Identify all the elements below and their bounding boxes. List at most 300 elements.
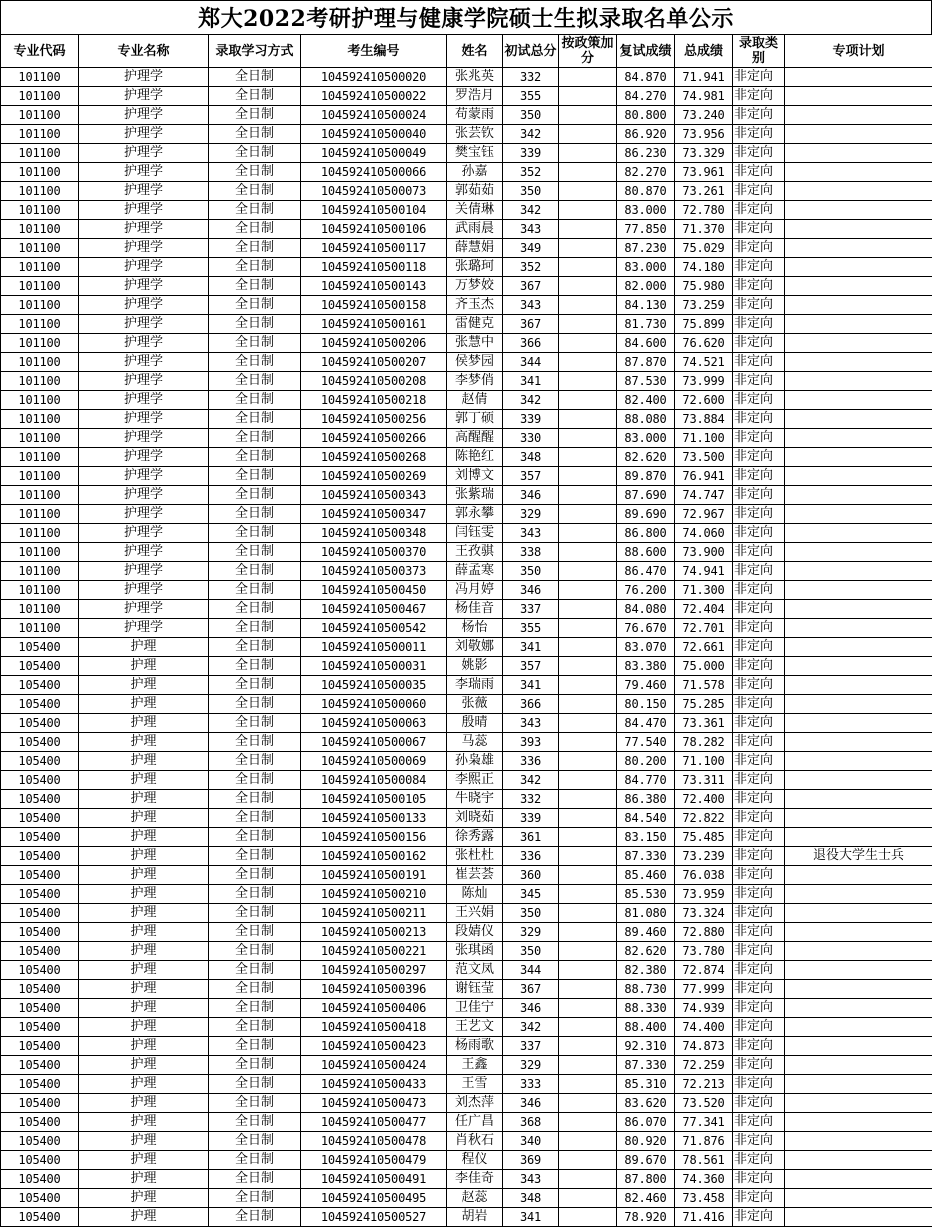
cell-student-name: 杨怡 [447,619,503,638]
cell-candidate-id: 104592410500011 [301,638,447,657]
cell-major-code: 101100 [1,220,79,239]
cell-special-plan [785,315,932,334]
cell-candidate-id: 104592410500213 [301,923,447,942]
cell-student-name: 张兆英 [447,68,503,87]
table-row [1,676,932,695]
cell-retest-score: 80.870 [617,182,675,201]
cell-candidate-id: 104592410500266 [301,429,447,448]
cell-total-score: 73.884 [675,410,733,429]
cell-special-plan [785,980,932,999]
cell-major-code: 101100 [1,448,79,467]
cell-total-score: 73.261 [675,182,733,201]
cell-total-score: 71.578 [675,676,733,695]
cell-student-name: 刘博文 [447,467,503,486]
cell-major-code: 105400 [1,1075,79,1094]
cell-special-plan [785,638,932,657]
cell-admission-type: 非定向 [733,1151,785,1170]
cell-major-name: 护理 [79,790,209,809]
cell-retest-score: 84.470 [617,714,675,733]
cell-candidate-id: 104592410500479 [301,1151,447,1170]
cell-major-name: 护理 [79,1208,209,1227]
cell-admission-type: 非定向 [733,866,785,885]
cell-student-name: 杨雨歌 [447,1037,503,1056]
cell-candidate-id: 104592410500406 [301,999,447,1018]
cell-special-plan [785,353,932,372]
cell-total-score: 74.941 [675,562,733,581]
cell-policy-bonus [559,866,617,885]
cell-candidate-id: 104592410500495 [301,1189,447,1208]
cell-total-score: 73.361 [675,714,733,733]
cell-student-name: 薛孟寒 [447,562,503,581]
cell-policy-bonus [559,201,617,220]
cell-major-name: 护理 [79,638,209,657]
cell-admission-type: 非定向 [733,638,785,657]
cell-admission-type: 非定向 [733,809,785,828]
cell-special-plan [785,220,932,239]
cell-candidate-id: 104592410500162 [301,847,447,866]
cell-retest-score: 82.270 [617,163,675,182]
cell-major-name: 护理学 [79,524,209,543]
cell-total-score: 78.561 [675,1151,733,1170]
cell-major-code: 105400 [1,733,79,752]
cell-candidate-id: 104592410500268 [301,448,447,467]
cell-study-mode: 全日制 [209,790,301,809]
cell-candidate-id: 104592410500020 [301,68,447,87]
cell-major-code: 105400 [1,999,79,1018]
cell-initial-score: 343 [503,220,559,239]
cell-admission-type: 非定向 [733,771,785,790]
cell-policy-bonus [559,125,617,144]
cell-major-name: 护理 [79,923,209,942]
cell-policy-bonus [559,334,617,353]
cell-policy-bonus [559,68,617,87]
cell-total-score: 74.360 [675,1170,733,1189]
cell-policy-bonus [559,828,617,847]
cell-total-score: 73.500 [675,448,733,467]
header-cell-special-plan: 专项计划 [785,35,932,68]
cell-major-code: 105400 [1,638,79,657]
cell-retest-score: 85.530 [617,885,675,904]
cell-total-score: 71.100 [675,429,733,448]
cell-study-mode: 全日制 [209,68,301,87]
cell-major-code: 105400 [1,695,79,714]
cell-policy-bonus [559,87,617,106]
cell-retest-score: 86.070 [617,1113,675,1132]
cell-major-name: 护理学 [79,315,209,334]
cell-admission-type: 非定向 [733,1056,785,1075]
cell-candidate-id: 104592410500063 [301,714,447,733]
cell-total-score: 74.180 [675,258,733,277]
table-row [1,790,932,809]
cell-study-mode: 全日制 [209,828,301,847]
table-row [1,258,932,277]
cell-admission-type: 非定向 [733,980,785,999]
cell-major-code: 105400 [1,980,79,999]
cell-initial-score: 346 [503,581,559,600]
cell-student-name: 王孜骐 [447,543,503,562]
cell-special-plan: 退役大学生士兵 [785,847,932,866]
cell-initial-score: 329 [503,923,559,942]
table-row [1,752,932,771]
cell-major-name: 护理 [79,714,209,733]
cell-initial-score: 367 [503,980,559,999]
cell-admission-type: 非定向 [733,1037,785,1056]
cell-major-name: 护理 [79,1018,209,1037]
cell-retest-score: 87.230 [617,239,675,258]
table-row [1,277,932,296]
table-row [1,524,932,543]
cell-retest-score: 77.540 [617,733,675,752]
cell-initial-score: 367 [503,315,559,334]
cell-special-plan [785,619,932,638]
cell-student-name: 范文凤 [447,961,503,980]
table-row [1,68,932,87]
cell-major-name: 护理学 [79,87,209,106]
cell-study-mode: 全日制 [209,866,301,885]
cell-major-name: 护理 [79,657,209,676]
header-cell-name: 姓名 [447,35,503,68]
cell-total-score: 76.620 [675,334,733,353]
cell-major-code: 105400 [1,1208,79,1227]
cell-policy-bonus [559,600,617,619]
cell-special-plan [785,733,932,752]
cell-major-name: 护理学 [79,505,209,524]
cell-student-name: 侯梦园 [447,353,503,372]
cell-retest-score: 89.870 [617,467,675,486]
cell-retest-score: 86.920 [617,125,675,144]
cell-total-score: 75.899 [675,315,733,334]
cell-admission-type: 非定向 [733,353,785,372]
cell-candidate-id: 104592410500477 [301,1113,447,1132]
cell-policy-bonus [559,391,617,410]
table-row [1,657,932,676]
cell-retest-score: 86.380 [617,790,675,809]
cell-student-name: 李梦俏 [447,372,503,391]
cell-initial-score: 350 [503,942,559,961]
cell-initial-score: 355 [503,619,559,638]
cell-special-plan [785,942,932,961]
cell-special-plan [785,904,932,923]
cell-admission-type: 非定向 [733,1189,785,1208]
cell-major-name: 护理学 [79,144,209,163]
cell-candidate-id: 104592410500343 [301,486,447,505]
table-row [1,1132,932,1151]
table-row [1,144,932,163]
cell-policy-bonus [559,106,617,125]
cell-study-mode: 全日制 [209,1037,301,1056]
cell-initial-score: 348 [503,448,559,467]
cell-student-name: 孙嘉 [447,163,503,182]
cell-major-name: 护理学 [79,334,209,353]
cell-initial-score: 337 [503,1037,559,1056]
cell-major-name: 护理学 [79,353,209,372]
cell-major-code: 105400 [1,866,79,885]
cell-student-name: 胡岩 [447,1208,503,1227]
cell-admission-type: 非定向 [733,486,785,505]
cell-study-mode: 全日制 [209,258,301,277]
cell-initial-score: 336 [503,752,559,771]
cell-candidate-id: 104592410500104 [301,201,447,220]
cell-retest-score: 83.000 [617,429,675,448]
cell-retest-score: 77.850 [617,220,675,239]
cell-study-mode: 全日制 [209,1056,301,1075]
cell-major-code: 105400 [1,942,79,961]
cell-candidate-id: 104592410500373 [301,562,447,581]
cell-total-score: 72.880 [675,923,733,942]
cell-major-name: 护理 [79,1132,209,1151]
cell-retest-score: 76.670 [617,619,675,638]
cell-major-code: 105400 [1,790,79,809]
cell-candidate-id: 104592410500424 [301,1056,447,1075]
cell-major-code: 105400 [1,1113,79,1132]
cell-initial-score: 348 [503,1189,559,1208]
cell-admission-type: 非定向 [733,1113,785,1132]
cell-policy-bonus [559,315,617,334]
cell-study-mode: 全日制 [209,1113,301,1132]
cell-student-name: 肖秋石 [447,1132,503,1151]
cell-retest-score: 87.330 [617,847,675,866]
cell-special-plan [785,258,932,277]
cell-major-name: 护理学 [79,543,209,562]
cell-study-mode: 全日制 [209,429,301,448]
cell-total-score: 76.941 [675,467,733,486]
table-row [1,771,932,790]
cell-total-score: 72.967 [675,505,733,524]
cell-initial-score: 346 [503,1094,559,1113]
cell-retest-score: 84.770 [617,771,675,790]
table-row [1,1037,932,1056]
cell-major-code: 101100 [1,467,79,486]
cell-policy-bonus [559,524,617,543]
table-row [1,885,932,904]
cell-special-plan [785,828,932,847]
cell-study-mode: 全日制 [209,733,301,752]
cell-total-score: 75.029 [675,239,733,258]
cell-student-name: 谢钰莹 [447,980,503,999]
cell-special-plan [785,1018,932,1037]
cell-policy-bonus [559,1189,617,1208]
cell-admission-type: 非定向 [733,201,785,220]
cell-special-plan [785,163,932,182]
cell-retest-score: 89.690 [617,505,675,524]
cell-student-name: 卫佳宁 [447,999,503,1018]
cell-policy-bonus [559,676,617,695]
cell-special-plan [785,391,932,410]
cell-student-name: 关倩琳 [447,201,503,220]
cell-retest-score: 84.600 [617,334,675,353]
cell-total-score: 75.980 [675,277,733,296]
cell-student-name: 张杜杜 [447,847,503,866]
cell-policy-bonus [559,277,617,296]
cell-study-mode: 全日制 [209,999,301,1018]
cell-major-name: 护理 [79,676,209,695]
cell-retest-score: 87.800 [617,1170,675,1189]
table-row [1,828,932,847]
cell-initial-score: 344 [503,353,559,372]
table-row [1,353,932,372]
cell-admission-type: 非定向 [733,752,785,771]
cell-candidate-id: 104592410500297 [301,961,447,980]
cell-student-name: 罗浩月 [447,87,503,106]
cell-initial-score: 345 [503,885,559,904]
cell-total-score: 74.939 [675,999,733,1018]
cell-special-plan [785,68,932,87]
cell-student-name: 李熙正 [447,771,503,790]
table-row [1,581,932,600]
cell-admission-type: 非定向 [733,1208,785,1227]
cell-initial-score: 340 [503,1132,559,1151]
cell-major-name: 护理 [79,885,209,904]
cell-policy-bonus [559,1170,617,1189]
cell-student-name: 张薇 [447,695,503,714]
cell-student-name: 张芸钦 [447,125,503,144]
cell-admission-type: 非定向 [733,182,785,201]
cell-special-plan [785,562,932,581]
cell-student-name: 郭丁硕 [447,410,503,429]
cell-initial-score: 393 [503,733,559,752]
cell-major-code: 101100 [1,581,79,600]
cell-special-plan [785,1132,932,1151]
table-row [1,999,932,1018]
cell-special-plan [785,771,932,790]
cell-initial-score: 346 [503,486,559,505]
header-cell-major-code: 专业代码 [1,35,79,68]
cell-retest-score: 80.200 [617,752,675,771]
cell-retest-score: 82.400 [617,391,675,410]
cell-policy-bonus [559,372,617,391]
cell-policy-bonus [559,296,617,315]
cell-special-plan [785,866,932,885]
cell-admission-type: 非定向 [733,239,785,258]
cell-major-code: 101100 [1,182,79,201]
cell-policy-bonus [559,638,617,657]
cell-initial-score: 342 [503,391,559,410]
cell-candidate-id: 104592410500221 [301,942,447,961]
cell-candidate-id: 104592410500473 [301,1094,447,1113]
cell-special-plan [785,1056,932,1075]
cell-admission-type: 非定向 [733,106,785,125]
cell-initial-score: 357 [503,657,559,676]
cell-study-mode: 全日制 [209,277,301,296]
cell-total-score: 73.311 [675,771,733,790]
cell-study-mode: 全日制 [209,1170,301,1189]
cell-study-mode: 全日制 [209,1208,301,1227]
cell-candidate-id: 104592410500491 [301,1170,447,1189]
cell-initial-score: 341 [503,372,559,391]
cell-policy-bonus [559,258,617,277]
cell-major-name: 护理学 [79,600,209,619]
cell-total-score: 74.400 [675,1018,733,1037]
cell-total-score: 72.822 [675,809,733,828]
cell-admission-type: 非定向 [733,904,785,923]
cell-candidate-id: 104592410500161 [301,315,447,334]
cell-major-code: 101100 [1,334,79,353]
cell-study-mode: 全日制 [209,1132,301,1151]
cell-admission-type: 非定向 [733,467,785,486]
cell-policy-bonus [559,961,617,980]
cell-candidate-id: 104592410500450 [301,581,447,600]
cell-major-code: 101100 [1,524,79,543]
cell-major-name: 护理 [79,1056,209,1075]
table-row [1,125,932,144]
cell-major-code: 105400 [1,1151,79,1170]
cell-major-name: 护理 [79,961,209,980]
cell-major-name: 护理学 [79,163,209,182]
cell-major-code: 105400 [1,752,79,771]
cell-major-code: 105400 [1,828,79,847]
cell-admission-type: 非定向 [733,657,785,676]
cell-special-plan [785,505,932,524]
cell-retest-score: 82.620 [617,942,675,961]
cell-policy-bonus [559,733,617,752]
cell-admission-type: 非定向 [733,961,785,980]
cell-study-mode: 全日制 [209,182,301,201]
cell-special-plan [785,543,932,562]
cell-policy-bonus [559,182,617,201]
table-row [1,961,932,980]
cell-major-name: 护理学 [79,448,209,467]
cell-special-plan [785,581,932,600]
cell-study-mode: 全日制 [209,543,301,562]
cell-policy-bonus [559,771,617,790]
cell-special-plan [785,1094,932,1113]
table-row [1,296,932,315]
cell-candidate-id: 104592410500206 [301,334,447,353]
cell-admission-type: 非定向 [733,733,785,752]
table-row [1,429,932,448]
cell-total-score: 75.285 [675,695,733,714]
cell-admission-type: 非定向 [733,258,785,277]
cell-initial-score: 337 [503,600,559,619]
cell-admission-type: 非定向 [733,296,785,315]
cell-student-name: 武雨晨 [447,220,503,239]
cell-policy-bonus [559,790,617,809]
cell-candidate-id: 104592410500133 [301,809,447,828]
cell-admission-type: 非定向 [733,714,785,733]
cell-admission-type: 非定向 [733,1094,785,1113]
cell-study-mode: 全日制 [209,524,301,543]
table-row [1,1056,932,1075]
cell-major-name: 护理 [79,904,209,923]
header-cell-major-name: 专业名称 [79,35,209,68]
cell-major-name: 护理学 [79,239,209,258]
table-row [1,505,932,524]
cell-study-mode: 全日制 [209,771,301,790]
cell-initial-score: 355 [503,87,559,106]
cell-retest-score: 82.380 [617,961,675,980]
cell-special-plan [785,372,932,391]
cell-student-name: 王雪 [447,1075,503,1094]
cell-total-score: 72.259 [675,1056,733,1075]
cell-policy-bonus [559,999,617,1018]
cell-student-name: 李佳奇 [447,1170,503,1189]
table-row [1,733,932,752]
cell-initial-score: 329 [503,505,559,524]
cell-study-mode: 全日制 [209,486,301,505]
cell-policy-bonus [559,809,617,828]
cell-student-name: 张琪函 [447,942,503,961]
cell-special-plan [785,448,932,467]
cell-major-name: 护理 [79,752,209,771]
cell-major-code: 101100 [1,277,79,296]
cell-student-name: 万梦姣 [447,277,503,296]
cell-initial-score: 341 [503,1208,559,1227]
cell-major-code: 101100 [1,505,79,524]
cell-major-code: 101100 [1,144,79,163]
cell-admission-type: 非定向 [733,87,785,106]
cell-initial-score: 349 [503,239,559,258]
cell-total-score: 72.701 [675,619,733,638]
